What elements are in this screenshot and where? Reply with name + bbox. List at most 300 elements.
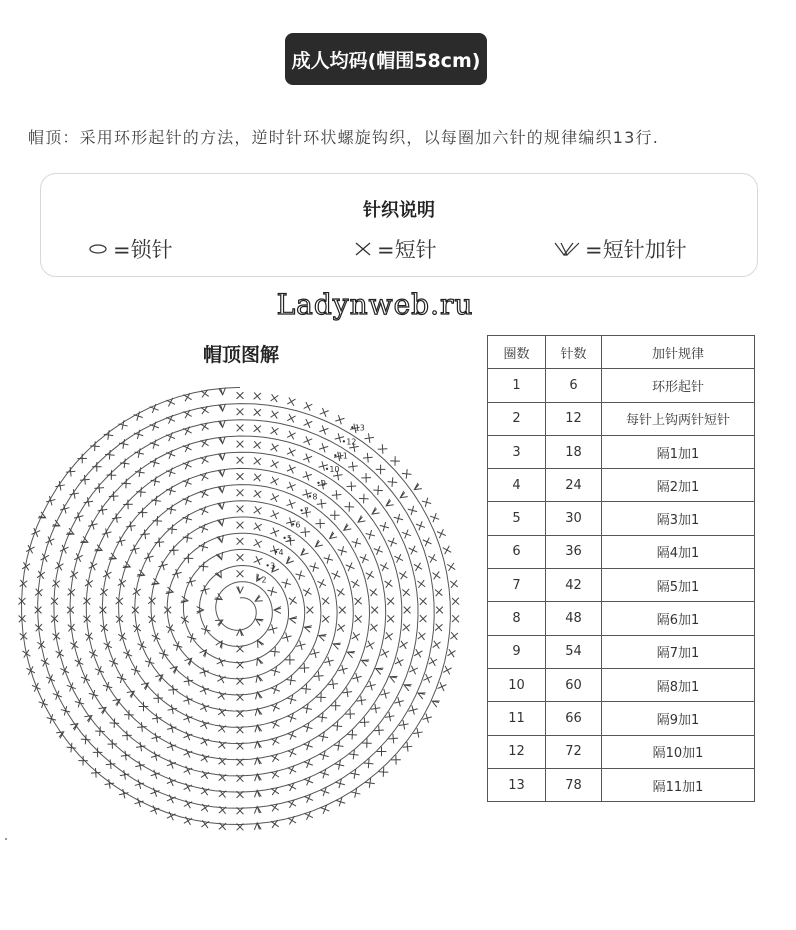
- round-cell: 3: [488, 435, 546, 468]
- increase-stitch-mark: [313, 540, 323, 550]
- single-crochet-mark: [435, 624, 442, 631]
- single-crochet-mark: [270, 444, 278, 452]
- single-crochet-mark: [237, 457, 244, 464]
- single-crochet-mark: [92, 462, 102, 472]
- single-crochet-mark: [270, 493, 278, 501]
- single-crochet-mark: [286, 676, 295, 685]
- watermark: Ladynweb.ru: [276, 288, 474, 321]
- single-crochet-mark: [237, 538, 244, 545]
- single-crochet-mark: [296, 571, 305, 580]
- single-crochet-mark: [385, 632, 393, 640]
- single-crochet-mark: [302, 704, 311, 713]
- single-crochet-mark: [400, 641, 408, 649]
- single-crochet-mark: [81, 735, 91, 745]
- single-crochet-mark: [106, 759, 116, 769]
- single-crochet-mark: [46, 675, 55, 684]
- single-crochet-mark: [270, 477, 278, 485]
- single-crochet-mark: [254, 425, 261, 432]
- increase-stitch-mark: [374, 665, 383, 674]
- single-crochet-mark: [354, 597, 361, 604]
- single-crochet-mark: [366, 530, 375, 539]
- increase-stitch-mark: [384, 499, 393, 508]
- single-crochet-mark: [436, 607, 443, 614]
- single-crochet-mark: [374, 726, 384, 736]
- single-crochet-mark: [371, 607, 378, 614]
- single-crochet-mark: [409, 546, 418, 555]
- single-crochet-mark: [237, 425, 244, 432]
- single-crochet-mark: [387, 615, 394, 622]
- increase-stitch-mark: [80, 536, 89, 545]
- stitch-cell: 60: [546, 668, 602, 701]
- single-crochet-mark: [60, 666, 69, 675]
- single-crochet-mark: [334, 741, 343, 750]
- single-crochet-mark: [380, 563, 388, 571]
- single-crochet-mark: [104, 430, 114, 440]
- single-crochet-mark: [270, 528, 279, 537]
- single-crochet-mark: [381, 649, 389, 657]
- stitch-cell: 48: [546, 602, 602, 635]
- single-crochet-mark: [351, 788, 360, 797]
- single-crochet-mark: [105, 450, 115, 460]
- single-crochet-mark: [428, 554, 436, 562]
- single-crochet-mark: [361, 473, 371, 483]
- single-crochet-mark: [420, 598, 427, 605]
- single-crochet-mark: [121, 751, 131, 761]
- single-crochet-mark: [237, 392, 244, 399]
- single-crochet-mark: [69, 489, 78, 498]
- increase-stitch-mark: [328, 532, 338, 542]
- rule-cell: 隔5加1: [602, 569, 755, 602]
- single-crochet-mark: [366, 571, 374, 579]
- single-crochet-mark: [152, 713, 162, 723]
- single-crochet-mark: [254, 441, 261, 448]
- single-crochet-mark: [254, 523, 262, 531]
- increase-stitch-mark: [346, 649, 355, 658]
- round-cell: 1: [488, 369, 546, 402]
- single-crochet-mark: [420, 615, 427, 622]
- increase-stitch-mark: [299, 548, 309, 558]
- single-crochet-mark: [140, 530, 150, 540]
- single-crochet-mark: [359, 494, 369, 504]
- increase-stitch-mark: [94, 545, 103, 554]
- single-crochet-mark: [112, 513, 122, 523]
- single-crochet-mark: [138, 508, 148, 518]
- single-crochet-mark: [391, 755, 401, 765]
- single-crochet-mark: [169, 546, 179, 556]
- single-crochet-mark: [432, 571, 440, 579]
- single-crochet-mark: [237, 408, 244, 415]
- single-crochet-mark: [364, 759, 374, 769]
- header-round: 圈数: [488, 336, 546, 369]
- single-crochet-mark: [121, 479, 131, 489]
- round-label: •12: [341, 437, 357, 447]
- single-crochet-mark: [267, 587, 276, 596]
- single-crochet-mark: [254, 539, 262, 547]
- rule-cell: 隔4加1: [602, 535, 755, 568]
- single-crochet-mark: [237, 489, 244, 496]
- spiral-diagram: [0, 380, 480, 840]
- single-crochet-mark: [319, 751, 328, 760]
- round-cell: 7: [488, 569, 546, 602]
- increase-stitch-mark: [398, 491, 407, 500]
- single-crochet-mark: [56, 650, 64, 658]
- single-crochet-mark: [333, 721, 343, 731]
- single-crochet-mark: [105, 779, 115, 789]
- round-label: •3: [265, 561, 276, 571]
- single-crochet-mark: [403, 624, 410, 631]
- round-cell: 13: [488, 768, 546, 801]
- single-crochet-mark: [301, 527, 311, 537]
- single-crochet-mark: [317, 579, 326, 588]
- single-crochet-mark: [285, 655, 295, 665]
- stitch-table: [487, 335, 755, 802]
- stitch-cell: 30: [546, 502, 602, 535]
- single-crochet-mark: [370, 589, 378, 597]
- increase-stitch-mark: [284, 556, 294, 566]
- single-crochet-mark: [67, 682, 76, 691]
- single-crochet-mark: [385, 580, 393, 588]
- rule-cell: 每针上钩两针短针: [602, 402, 755, 435]
- single-crochet-mark: [387, 598, 394, 605]
- single-crochet-mark: [403, 742, 413, 752]
- single-crochet-mark: [345, 709, 355, 719]
- single-crochet-mark: [362, 738, 372, 748]
- spiral-guide-line: [22, 387, 451, 824]
- single-crochet-mark: [254, 474, 262, 482]
- round-label: •2: [256, 575, 267, 585]
- single-crochet-mark: [423, 674, 432, 683]
- single-crochet-mark: [404, 607, 411, 614]
- single-crochet-mark: [95, 727, 105, 737]
- single-crochet-mark: [123, 650, 132, 659]
- stitch-cell: 36: [546, 535, 602, 568]
- single-crochet-mark: [332, 490, 342, 500]
- single-crochet-mark: [134, 412, 143, 421]
- single-crochet-mark: [107, 739, 117, 749]
- single-crochet-mark: [430, 513, 439, 522]
- single-crochet-mark: [447, 563, 455, 571]
- increase-stitch-mark: [332, 641, 341, 650]
- single-crochet-mark: [90, 441, 100, 451]
- single-crochet-mark: [133, 624, 141, 632]
- single-crochet-mark: [370, 624, 378, 632]
- single-crochet-mark: [286, 499, 295, 508]
- single-crochet-mark: [289, 597, 297, 605]
- increase-stitch-mark: [289, 615, 297, 623]
- single-crochet-mark: [399, 571, 407, 579]
- rule-cell: 隔10加1: [602, 735, 755, 768]
- increase-stitch-mark: [38, 512, 47, 521]
- single-crochet-mark: [303, 471, 312, 480]
- single-crochet-mark: [70, 641, 78, 649]
- single-crochet-mark: [80, 475, 90, 485]
- single-crochet-mark: [322, 597, 329, 604]
- single-crochet-mark: [300, 663, 310, 673]
- single-crochet-mark: [287, 482, 296, 491]
- single-crochet-mark: [388, 477, 398, 487]
- single-crochet-mark: [373, 486, 383, 496]
- single-crochet-mark: [379, 767, 389, 777]
- single-crochet-mark: [287, 465, 296, 474]
- single-crochet-mark: [402, 529, 411, 538]
- single-crochet-mark: [287, 695, 296, 704]
- legend-item-chain: [87, 234, 173, 264]
- increase-stitch-mark: [184, 656, 194, 666]
- single-crochet-mark: [409, 666, 418, 675]
- single-crochet-mark: [254, 392, 261, 399]
- chain-stitch-icon: [87, 242, 109, 256]
- single-crochet-mark: [152, 633, 161, 642]
- single-crochet-mark: [332, 571, 341, 580]
- single-crochet-mark: [271, 667, 280, 676]
- single-crochet-mark: [423, 538, 432, 547]
- single-crochet-mark: [336, 797, 345, 806]
- single-crochet-mark: [303, 588, 311, 596]
- single-crochet-mark: [237, 506, 244, 513]
- single-crochet-mark: [254, 506, 262, 514]
- single-crochet-mark: [344, 502, 354, 512]
- rule-cell: 隔7加1: [602, 635, 755, 668]
- single-crochet-mark: [355, 615, 362, 622]
- single-crochet-mark: [452, 598, 459, 605]
- round-cell: 5: [488, 502, 546, 535]
- table-row: [488, 435, 755, 468]
- table-row: [488, 502, 755, 535]
- single-crochet-mark: [67, 743, 77, 753]
- single-crochet-mark: [26, 666, 34, 674]
- single-crochet-mark: [94, 483, 104, 493]
- round-label: •9: [316, 478, 326, 488]
- increase-stitch-mark: [360, 657, 369, 666]
- round-label: •7: [299, 506, 310, 516]
- increase-stitch-mark: [274, 607, 281, 614]
- single-crochet-mark: [452, 615, 459, 622]
- single-crochet-mark: [66, 467, 76, 477]
- single-crochet-mark: [414, 649, 422, 657]
- table-row: [488, 535, 755, 568]
- increase-stitch-mark: [254, 674, 262, 682]
- single-crochet-mark: [376, 465, 386, 475]
- round-label: •11: [333, 451, 348, 461]
- single-crochet-mark: [315, 519, 325, 529]
- single-crochet-mark: [378, 444, 388, 454]
- single-crochet-mark: [350, 769, 359, 778]
- single-crochet-mark: [287, 414, 295, 422]
- single-crochet-mark: [254, 490, 262, 498]
- single-crochet-mark: [136, 742, 145, 751]
- single-crochet-mark: [352, 632, 360, 640]
- single-crochet-mark: [137, 722, 147, 732]
- single-crochet-mark: [320, 408, 329, 417]
- increase-stitch-mark: [66, 528, 75, 537]
- round-cell: 12: [488, 735, 546, 768]
- table-row: [488, 768, 755, 801]
- increase-stitch-mark: [155, 672, 165, 682]
- stray-dot: [5, 838, 7, 840]
- increase-stitch-mark: [214, 593, 223, 602]
- legend-item-single: [353, 234, 437, 264]
- single-crochet-mark: [330, 510, 340, 520]
- single-crochet-mark: [85, 633, 93, 641]
- single-crochet-mark: [336, 779, 345, 788]
- single-crochet-mark: [93, 748, 103, 758]
- increase-stitch-mark: [170, 664, 180, 674]
- single-crochet-mark: [450, 580, 458, 588]
- stitch-cell: 54: [546, 635, 602, 668]
- single-crochet-mark: [301, 684, 311, 694]
- rule-cell: 隔8加1: [602, 668, 755, 701]
- single-crochet-mark: [388, 538, 397, 547]
- single-crochet-mark: [104, 641, 112, 649]
- single-crochet-mark: [183, 514, 192, 523]
- title-badge: [285, 33, 487, 85]
- table-header-row: [488, 336, 755, 369]
- round-label: •4: [273, 547, 284, 557]
- single-crochet-mark: [39, 699, 48, 708]
- round-label: •5: [282, 534, 293, 544]
- single-crochet-mark: [22, 650, 30, 658]
- increase-stitch-mark: [412, 483, 421, 492]
- single-crochet-mark: [316, 692, 326, 702]
- single-crochet-mark: [429, 658, 437, 666]
- single-crochet-mark: [349, 750, 359, 760]
- single-crochet-mark: [303, 723, 312, 732]
- single-crochet-mark: [270, 510, 279, 519]
- single-crochet-mark: [365, 778, 375, 788]
- increase-stitch-mark: [389, 674, 398, 683]
- intro-text: 帽顶：采用环形起针的方法，逆时针环状螺旋钩织，以每圈加六针的规律编织13行.: [28, 128, 660, 147]
- round-cell: 2: [488, 402, 546, 435]
- single-crochet-mark: [199, 562, 209, 572]
- page-title: 成人均码(帽围58cm): [291, 49, 481, 72]
- single-crochet-mark: [304, 402, 313, 411]
- increase-stitch-mark: [255, 639, 264, 648]
- header-stitches: 针数: [546, 336, 602, 369]
- single-crochet-mark: [155, 538, 165, 548]
- stitch-cell: 66: [546, 702, 602, 735]
- single-crochet-mark: [417, 580, 425, 588]
- single-crochet-mark: [303, 454, 312, 463]
- single-crochet-mark: [136, 487, 146, 497]
- single-crochet-mark: [324, 554, 333, 563]
- single-crochet-mark: [254, 556, 263, 565]
- increase-stitch-mark: [237, 587, 244, 594]
- single-crochet-mark: [331, 701, 341, 711]
- single-crochet-mark: [346, 562, 355, 571]
- single-crochet-mark: [360, 554, 369, 563]
- single-crochet-mark: [380, 522, 389, 531]
- round-cell: 6: [488, 535, 546, 568]
- round-label: •13: [350, 423, 365, 433]
- single-crochet-mark: [408, 506, 417, 515]
- single-crochet-mark: [317, 499, 327, 509]
- single-crochet-icon: [353, 240, 373, 258]
- stitch-cell: 18: [546, 435, 602, 468]
- single-crochet-mark: [363, 453, 373, 463]
- rule-cell: 环形起针: [602, 369, 755, 402]
- rule-cell: 隔11加1: [602, 768, 755, 801]
- single-crochet-mark: [335, 415, 344, 424]
- single-crochet-mark: [84, 497, 93, 506]
- round-label: •10: [324, 465, 340, 475]
- single-crochet-mark: [395, 657, 404, 666]
- single-crochet-mark: [124, 710, 134, 720]
- single-crochet-mark: [351, 580, 359, 588]
- legend-label-single: =短针: [377, 238, 437, 262]
- single-crochet-mark: [122, 731, 132, 741]
- increase-stitch-mark: [356, 515, 366, 525]
- single-crochet-mark: [271, 460, 279, 468]
- single-crochet-mark: [109, 491, 119, 501]
- single-crochet-mark: [95, 666, 104, 675]
- single-crochet-mark: [153, 693, 163, 703]
- single-crochet-mark: [366, 641, 374, 649]
- table-row: [488, 402, 755, 435]
- legend-title: 针织说明: [363, 200, 435, 221]
- round-cell: 4: [488, 469, 546, 502]
- single-crochet-mark: [352, 538, 361, 547]
- single-crochet-mark: [360, 717, 370, 727]
- table-row: [488, 668, 755, 701]
- table-row: [488, 369, 755, 402]
- single-crochet-mark: [443, 666, 451, 674]
- single-crochet-mark: [271, 427, 279, 435]
- single-crochet-mark: [166, 468, 175, 477]
- single-crochet-mark: [414, 563, 422, 571]
- single-crochet-mark: [254, 457, 262, 465]
- single-crochet-mark: [377, 747, 387, 757]
- single-crochet-mark: [450, 632, 458, 640]
- single-crochet-mark: [150, 440, 159, 449]
- single-crochet-mark: [166, 486, 175, 495]
- single-crochet-mark: [437, 529, 446, 538]
- stitch-cell: 6: [546, 369, 602, 402]
- single-crochet-mark: [394, 514, 403, 523]
- single-crochet-mark: [184, 676, 193, 685]
- single-crochet-mark: [91, 768, 101, 778]
- single-crochet-mark: [343, 688, 353, 698]
- single-crochet-mark: [271, 394, 279, 402]
- round-label: •8: [307, 492, 318, 502]
- single-crochet-mark: [319, 425, 328, 434]
- single-crochet-mark: [120, 459, 130, 469]
- single-crochet-mark: [394, 554, 403, 563]
- legend-label-increase: =短针加针: [585, 238, 687, 262]
- single-crochet-mark: [184, 554, 194, 564]
- single-crochet-mark: [335, 760, 344, 769]
- single-crochet-mark: [318, 713, 328, 723]
- rule-cell: 隔3加1: [602, 502, 755, 535]
- single-crochet-mark: [339, 607, 346, 614]
- single-crochet-mark: [181, 616, 189, 624]
- stitch-cell: 42: [546, 569, 602, 602]
- single-crochet-mark: [438, 682, 447, 691]
- increase-stitch-icon: [553, 240, 581, 258]
- increase-stitch-mark: [253, 595, 262, 604]
- single-crochet-mark: [287, 397, 295, 405]
- single-crochet-mark: [237, 570, 244, 577]
- increase-stitch-mark: [52, 520, 61, 529]
- single-crochet-mark: [109, 658, 118, 667]
- single-crochet-mark: [123, 500, 133, 510]
- table-row: [488, 635, 755, 668]
- single-crochet-mark: [418, 632, 426, 640]
- single-crochet-mark: [447, 649, 455, 657]
- stitch-cell: 24: [546, 469, 602, 502]
- round-cell: 8: [488, 602, 546, 635]
- single-crochet-mark: [287, 431, 295, 439]
- single-crochet-mark: [314, 671, 324, 681]
